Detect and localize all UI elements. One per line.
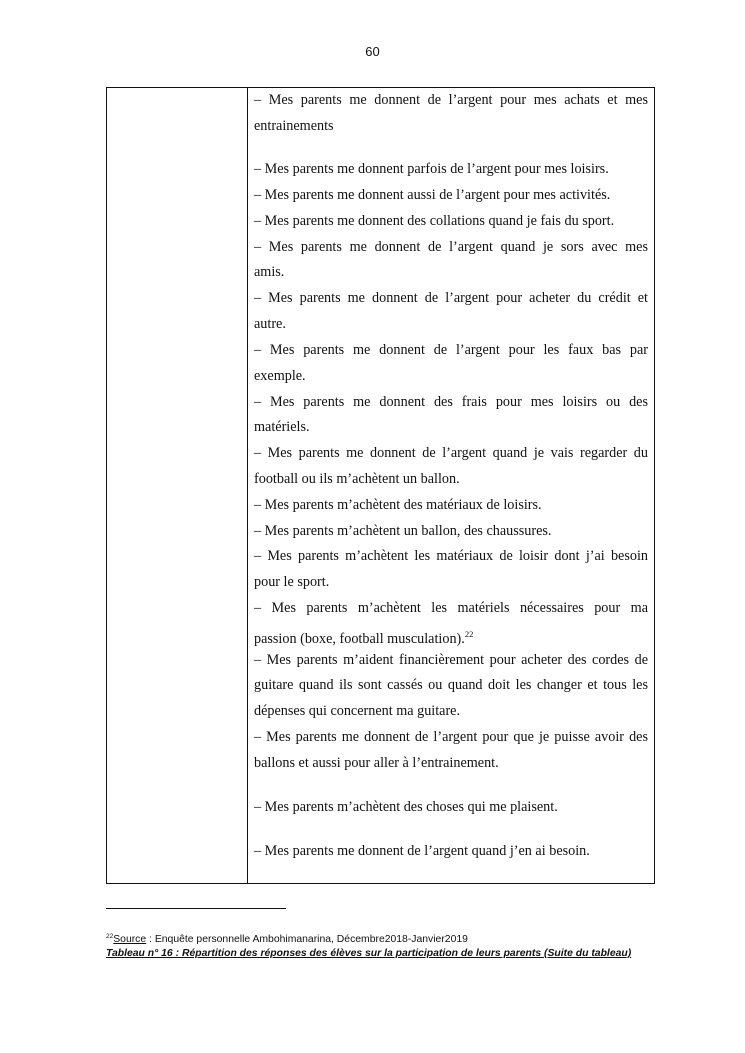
response-line: – Mes parents m’achètent un ballon, des chaussures. [254,523,552,539]
response-line: – Mes parents me donnent de l’argent pour mes achats et mes [254,92,648,108]
table-right-cell [254,88,648,883]
footnote-separator [106,908,286,909]
response-line: – Mes parents me donnent de l’argent pour que je puisse avoir des [254,729,648,745]
response-line: dépenses qui concernent ma guitare. [254,703,461,719]
response-line: – Mes parents me donnent des collations quand je fais du sport. [254,213,615,229]
response-line: – Mes parents m’achètent des matériaux de loisirs. [254,497,542,513]
response-line: ballons et aussi pour aller à l’entrainement. [254,755,499,771]
footnote-source-label: Source [113,934,147,945]
response-line: pour le sport. [254,574,330,590]
footnote-reference: 22 [464,629,474,639]
page-number: 60 [365,44,380,59]
response-line: exemple. [254,368,306,384]
response-line: – Mes parents me donnent de l’argent quand je sors avec mes [254,239,648,255]
response-line: – Mes parents m’aident financièrement pour acheter des cordes de [254,652,648,668]
response-line: – Mes parents me donnent parfois de l’argent pour mes loisirs. [254,161,609,177]
response-line: – Mes parents me donnent de l’argent quand j’en ai besoin. [254,843,590,859]
response-line: – Mes parents me donnent aussi de l’argent pour mes activités. [254,187,611,203]
response-line: – Mes parents m’achètent les matériels nécessaires pour ma [254,600,648,616]
response-line: – Mes parents me donnent de l’argent pour les faux bas par [254,342,648,358]
responses-table [106,87,655,884]
response-line: – Mes parents me donnent des frais pour mes loisirs ou des [254,394,648,410]
response-line-text: passion (boxe, football musculation). [254,631,465,647]
response-line: amis. [254,264,285,280]
response-line: matériels. [254,419,310,435]
response-line: – Mes parents m’achètent des choses qui me plaisent. [254,799,558,815]
response-line: – Mes parents me donnent de l’argent pour acheter du crédit et [254,290,648,306]
table-left-cell [107,88,248,883]
response-line: guitare quand ils sont cassés ou quand doit les changer et tous les [254,677,648,693]
response-line [254,625,648,648]
table-caption: Tableau n° 16 : Répartition des réponses des élèves sur la participation de leurs parents (Suite du tableau) [106,948,632,959]
response-line: – Mes parents me donnent de l’argent quand je vais regarder du [254,445,648,461]
footnote-marker: 22 [106,933,114,940]
response-line: football ou ils m’achètent un ballon. [254,471,460,487]
response-line: entrainements [254,118,334,134]
response-line: – Mes parents m’achètent les matériaux de loisir dont j’ai besoin [254,548,648,564]
response-line: autre. [254,316,286,332]
footnote [106,933,468,945]
footnote-text: : Enquête personnelle Ambohimanarina, Décembre2018-Janvier2019 [146,934,468,945]
